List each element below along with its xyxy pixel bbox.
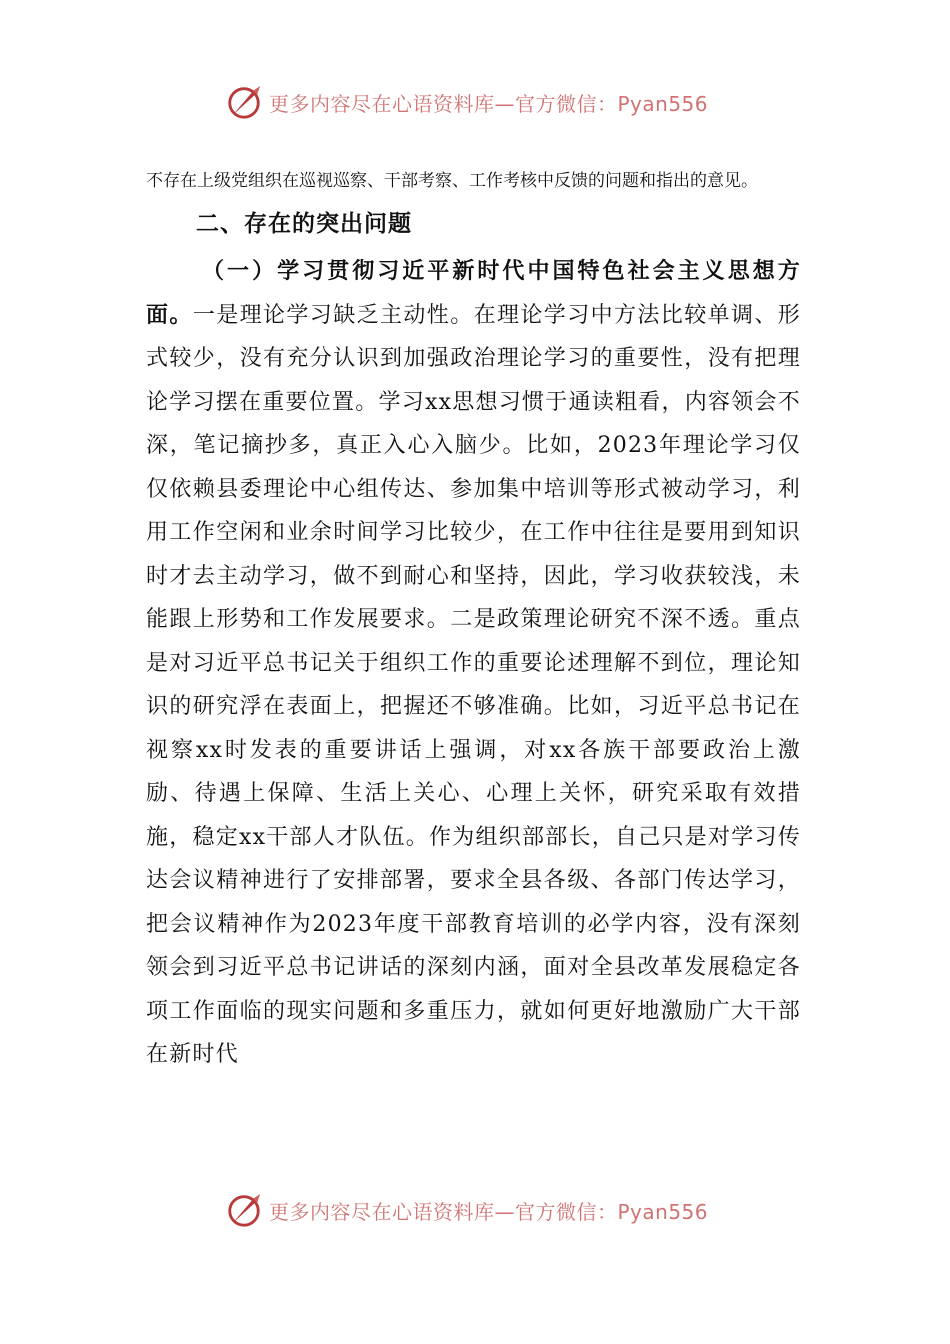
subsection-title: （一）学习贯彻习近平新时代中国特色社会主义思想方面。	[146, 259, 801, 328]
subsection-paragraph	[146, 250, 801, 1077]
quill-logo-icon	[225, 83, 263, 121]
header-banner-text: 更多内容尽在心语资料库—官方微信：Pyan556	[269, 91, 709, 116]
section-heading: 二、存在的突出问题	[196, 211, 412, 237]
header-watermark-banner	[225, 82, 745, 122]
footer-banner-text: 更多内容尽在心语资料库—官方微信：Pyan556	[269, 1199, 709, 1224]
footer-watermark-banner	[225, 1190, 745, 1230]
intro-tail-paragraph: 不存在上级党组织在巡视巡察、干部考察、工作考核中反馈的问题和指出的意见。	[146, 171, 758, 191]
quill-logo-icon	[225, 1191, 263, 1229]
document-body	[146, 167, 806, 1077]
subsection-body: 一是理论学习缺乏主动性。在理论学习中方法比较单调、形式较少，没有充分认识到加强政治理论学习的重要性，没有把理论学习摆在重要位置。学习xx思想习惯于通读粗看，内容领会不深，笔记摘抄多，真正入心入脑少。比如，2023年理论学习仅仅依赖县委理论中心组传达、参加集中培训等形式被动学习，利用工作空闲和业余时间学习比较少，在工作中往往是要用到知识时才去主动学习，做不到耐心和坚持，因此，学习收获较浅，未能跟上形势和工作发展要求。二是政策理论研究不深不透。重点是对习近平总书记关于组织工作的重要论述理解不到位，理论知识的研究浮在表面上，把握还不够准确。比如，习近平总书记在视察xx时发表的重要讲话上强调，对xx各族干部要政治上激励、待遇上保障、生活上关心、心理上关怀，研究采取有效措施，稳定xx干部人才队伍。作为组织部部长，自己只是对学习传达会议精神进行了安排部署，要求全县各级、各部门传达学习，把会议精神作为2023年度干部教育培训的必学内容，没有深刻领会到习近平总书记讲话的深刻内涵，面对全县改革发展稳定各项工作面临的现实问题和多重压力，就如何更好地激励广大干部在新时代	[146, 302, 802, 1067]
